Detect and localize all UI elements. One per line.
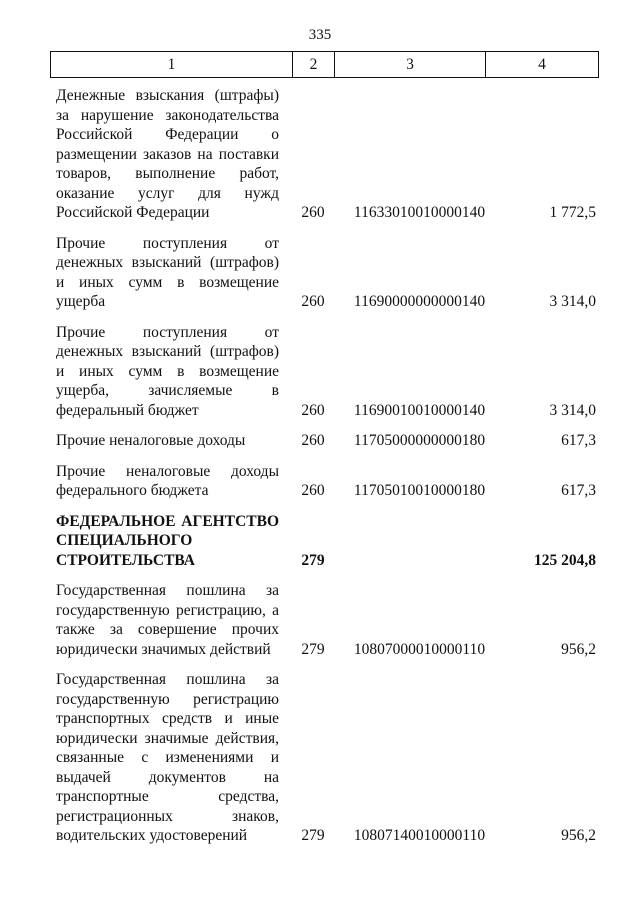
- row-kbk: 10807000010000110: [353, 640, 486, 658]
- table-row: [56, 234, 596, 312]
- row-code: 279: [301, 551, 325, 569]
- table-header: [50, 51, 599, 78]
- table-row: [56, 431, 596, 451]
- row-kbk: 11705010010000180: [353, 482, 486, 499]
- row-amount: 1 772,5: [549, 204, 596, 221]
- row-kbk: 11633010010000140: [353, 204, 486, 221]
- row-amount: 617,3: [561, 482, 596, 499]
- row-code: 260: [301, 482, 325, 499]
- row-name: Прочие поступления от денежных взысканий (штрафов) и иных сумм в возмещение ущерба, зачисляемые в федеральный бюджет: [56, 323, 279, 419]
- row-kbk: 11690010010000140: [353, 401, 486, 419]
- row-name: Государственная пошлина за государственную регистрацию транспортных средств и иные юридически значимые действия, связанные с изменениями и выдачей документов на транспортные средства, регистрационных знаков, водительских удостоверений: [56, 671, 279, 844]
- table-row: [56, 581, 596, 659]
- header-col-2: 2: [293, 52, 335, 77]
- row-amount: 3 314,0: [549, 401, 596, 419]
- header-col-3: 3: [335, 52, 486, 77]
- row-kbk: 10807140010000110: [353, 827, 486, 844]
- table-body: [56, 86, 596, 857]
- row-amount: 3 314,0: [549, 293, 596, 310]
- section-total: 125 204,8: [534, 551, 596, 569]
- row-code: 260: [301, 204, 325, 221]
- row-kbk: 11690000000000140: [353, 293, 486, 310]
- section-row: [56, 512, 596, 571]
- row-kbk: 11705000000000180: [353, 432, 486, 449]
- row-amount: 956,2: [561, 640, 596, 658]
- table-row: [56, 462, 596, 501]
- table-row: [56, 323, 596, 421]
- page-number: 335: [308, 27, 332, 43]
- row-code: 279: [301, 827, 325, 844]
- row-amount: 617,3: [561, 432, 596, 449]
- header-col-1: 1: [51, 52, 293, 77]
- row-code: 260: [301, 293, 325, 310]
- row-name: Прочие неналоговые доходы: [56, 432, 246, 449]
- row-code: 260: [301, 432, 325, 449]
- table-row: [56, 86, 596, 223]
- row-code: 279: [301, 640, 325, 658]
- table-row: [56, 670, 596, 846]
- row-code: 260: [301, 401, 325, 419]
- row-amount: 956,2: [561, 827, 596, 844]
- section-title: ФЕДЕРАЛЬНОЕ АГЕНТСТВО СПЕЦИАЛЬНОГО СТРОИТЕЛЬСТВА: [56, 512, 279, 569]
- row-name: Государственная пошлина за государственную регистрацию, а также за совершение прочих юридически значимых действий: [56, 582, 279, 658]
- row-name: Прочие неналоговые доходы федерального бюджета: [56, 462, 279, 499]
- row-name: Денежные взыскания (штрафы) за нарушение законодательства Российской Федерации о размещении заказов на поставки товаров, выполнение работ, оказание услуг для нужд Российской Федерации: [56, 87, 279, 221]
- row-name: Прочие поступления от денежных взысканий (штрафов) и иных сумм в возмещение ущерба: [56, 234, 279, 310]
- header-col-4: 4: [538, 56, 546, 73]
